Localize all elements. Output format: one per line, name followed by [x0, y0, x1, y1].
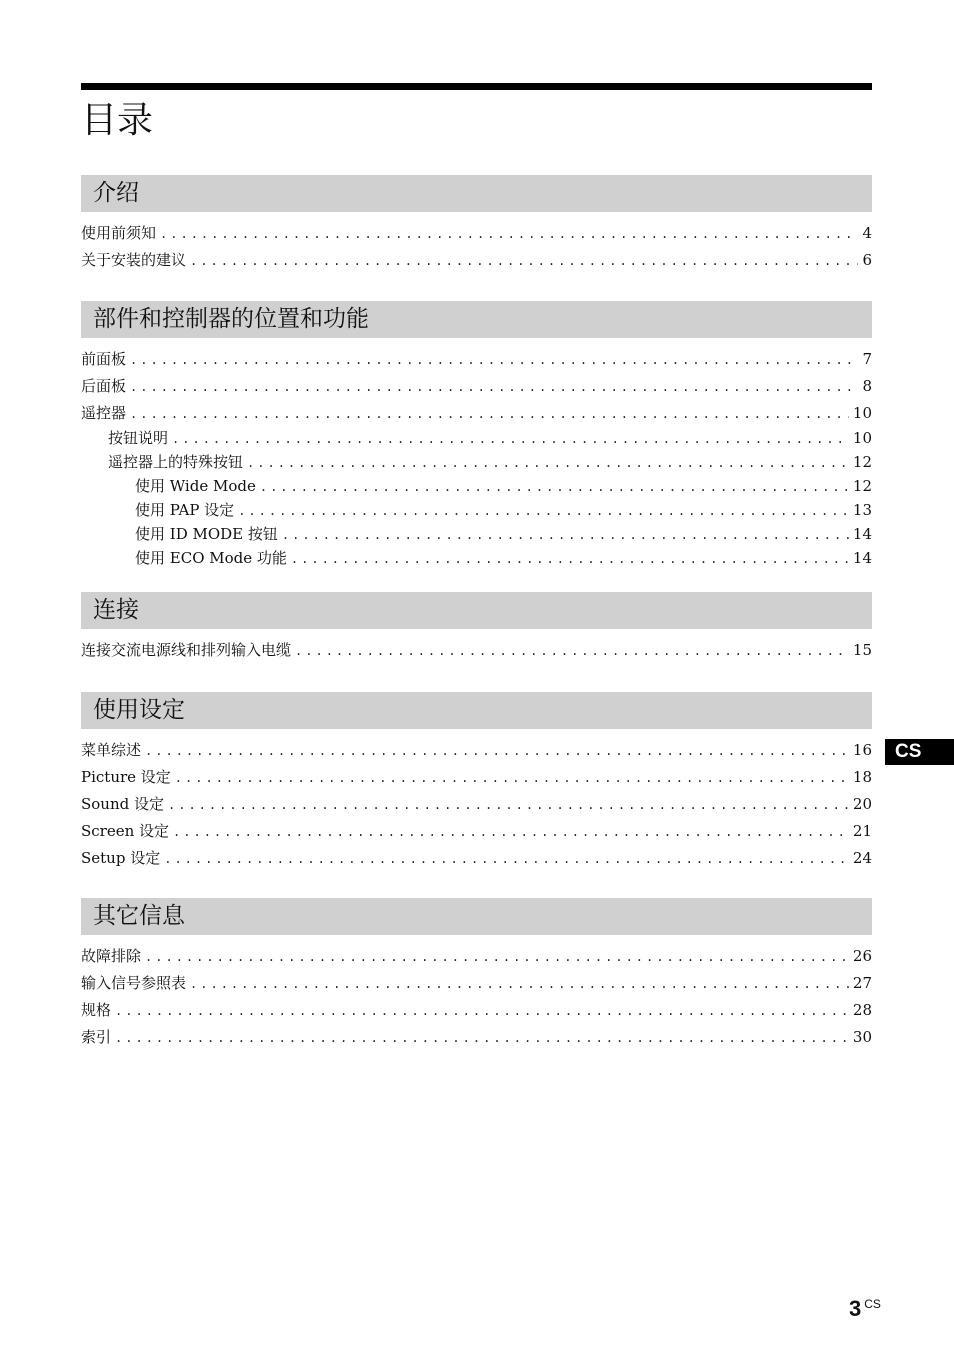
toc-entry-page: 28	[852, 1001, 872, 1019]
toc-entry-label: 使用 Wide Mode	[135, 477, 256, 495]
toc-subentry[interactable]	[81, 427, 872, 451]
toc-entry-page: 18	[852, 768, 872, 786]
toc-entry[interactable]	[81, 764, 872, 791]
dot-leader	[168, 792, 849, 818]
toc-entry-page: 10	[852, 429, 872, 447]
toc-entry-page: 21	[852, 822, 872, 840]
toc-entry-label: Picture 设定	[81, 768, 171, 786]
dot-leader	[145, 738, 849, 764]
toc-entry-label: 遥控器上的特殊按钮	[108, 453, 244, 471]
toc-entry-label: 菜单综述	[81, 741, 142, 759]
toc-entry-label: 使用 ID MODE 按钮	[135, 525, 278, 543]
toc-entry-label: 连接交流电源线和排列输入电缆	[81, 641, 292, 659]
dot-leader	[282, 524, 849, 547]
toc-entry-page: 12	[852, 453, 872, 471]
toc-entry-label: 遥控器	[81, 404, 127, 422]
dot-leader	[291, 548, 849, 571]
toc-entry[interactable]	[81, 220, 872, 247]
toc-list	[81, 220, 872, 274]
language-tab: CS	[885, 739, 954, 765]
toc-subentry[interactable]	[81, 547, 872, 571]
dot-leader	[247, 452, 849, 475]
section-heading: 介绍	[81, 175, 872, 212]
toc-entry[interactable]	[81, 247, 872, 274]
toc-entry-page: 14	[852, 549, 872, 567]
toc-list	[81, 637, 872, 664]
toc-entry-page: 7	[862, 350, 872, 368]
toc-list	[81, 346, 872, 571]
toc-entry[interactable]	[81, 373, 872, 400]
toc-entry[interactable]	[81, 346, 872, 373]
toc-entry-page: 20	[852, 795, 872, 813]
toc-entry[interactable]	[81, 997, 872, 1024]
section-heading: 其它信息	[81, 898, 872, 935]
page-title: 目录	[81, 100, 154, 141]
toc-subentry[interactable]	[81, 523, 872, 547]
toc-entry-page: 8	[862, 377, 872, 395]
toc-entry[interactable]	[81, 637, 872, 664]
toc-list	[81, 943, 872, 1051]
dot-leader	[173, 819, 849, 845]
dot-leader	[190, 248, 858, 274]
toc-section-connection	[81, 592, 872, 664]
toc-entry-label: Sound 设定	[81, 795, 164, 813]
toc-list	[81, 737, 872, 872]
section-heading: 使用设定	[81, 692, 872, 729]
toc-entry-page: 26	[852, 947, 872, 965]
toc-entry[interactable]	[81, 400, 872, 427]
dot-leader	[172, 428, 849, 451]
toc-entry-page: 27	[852, 974, 872, 992]
toc-entry[interactable]	[81, 791, 872, 818]
toc-entry-page: 12	[852, 477, 872, 495]
page-number-suffix: CS	[864, 1297, 881, 1311]
dot-leader	[130, 401, 849, 427]
page-number-value: 3	[849, 1296, 862, 1321]
dot-leader	[130, 347, 858, 373]
toc-entry-label: 索引	[81, 1028, 112, 1046]
toc-entry-label: 故障排除	[81, 947, 142, 965]
toc-entry-label: 使用 PAP 设定	[135, 501, 235, 519]
toc-entry[interactable]	[81, 1024, 872, 1051]
toc-entry-label: 规格	[81, 1001, 112, 1019]
toc-entry-page: 24	[852, 849, 872, 867]
toc-section-settings	[81, 692, 872, 872]
toc-entry[interactable]	[81, 845, 872, 872]
toc-entry-page: 15	[852, 641, 872, 659]
dot-leader	[160, 221, 858, 247]
toc-entry-label: 使用前须知	[81, 224, 157, 242]
dot-leader	[145, 944, 849, 970]
section-heading: 连接	[81, 592, 872, 629]
dot-leader	[238, 500, 849, 523]
dot-leader	[190, 971, 849, 997]
dot-leader	[295, 638, 849, 664]
dot-leader	[260, 476, 849, 499]
toc-entry-page: 16	[852, 741, 872, 759]
toc-section-introduction	[81, 175, 872, 274]
toc-entry-label: 输入信号参照表	[81, 974, 187, 992]
dot-leader	[115, 1025, 849, 1051]
toc-section-parts-and-controls	[81, 301, 872, 571]
toc-entry-page: 13	[852, 501, 872, 519]
toc-entry-page: 14	[852, 525, 872, 543]
toc-entry-label: Setup 设定	[81, 849, 161, 867]
dot-leader	[164, 846, 849, 872]
toc-entry-label: 后面板	[81, 377, 127, 395]
toc-entry-label: 关于安装的建议	[81, 251, 187, 269]
dot-leader	[175, 765, 849, 791]
toc-entry-page: 10	[852, 404, 872, 422]
page-number	[849, 1296, 881, 1322]
toc-entry-label: 前面板	[81, 350, 127, 368]
toc-entry-label: 按钮说明	[108, 429, 169, 447]
dot-leader	[115, 998, 849, 1024]
toc-entry[interactable]	[81, 943, 872, 970]
toc-subentry[interactable]	[81, 451, 872, 475]
toc-entry-label: 使用 ECO Mode 功能	[135, 549, 287, 567]
toc-section-other-info	[81, 898, 872, 1051]
toc-entry[interactable]	[81, 737, 872, 764]
toc-entry-page: 30	[852, 1028, 872, 1046]
toc-subentry[interactable]	[81, 475, 872, 499]
toc-entry[interactable]	[81, 818, 872, 845]
toc-subentry[interactable]	[81, 499, 872, 523]
top-rule	[81, 83, 872, 90]
toc-entry-label: Screen 设定	[81, 822, 170, 840]
toc-entry[interactable]	[81, 970, 872, 997]
section-heading: 部件和控制器的位置和功能	[81, 301, 872, 338]
dot-leader	[130, 374, 858, 400]
toc-entry-page: 6	[862, 251, 872, 269]
toc-entry-page: 4	[862, 224, 872, 242]
